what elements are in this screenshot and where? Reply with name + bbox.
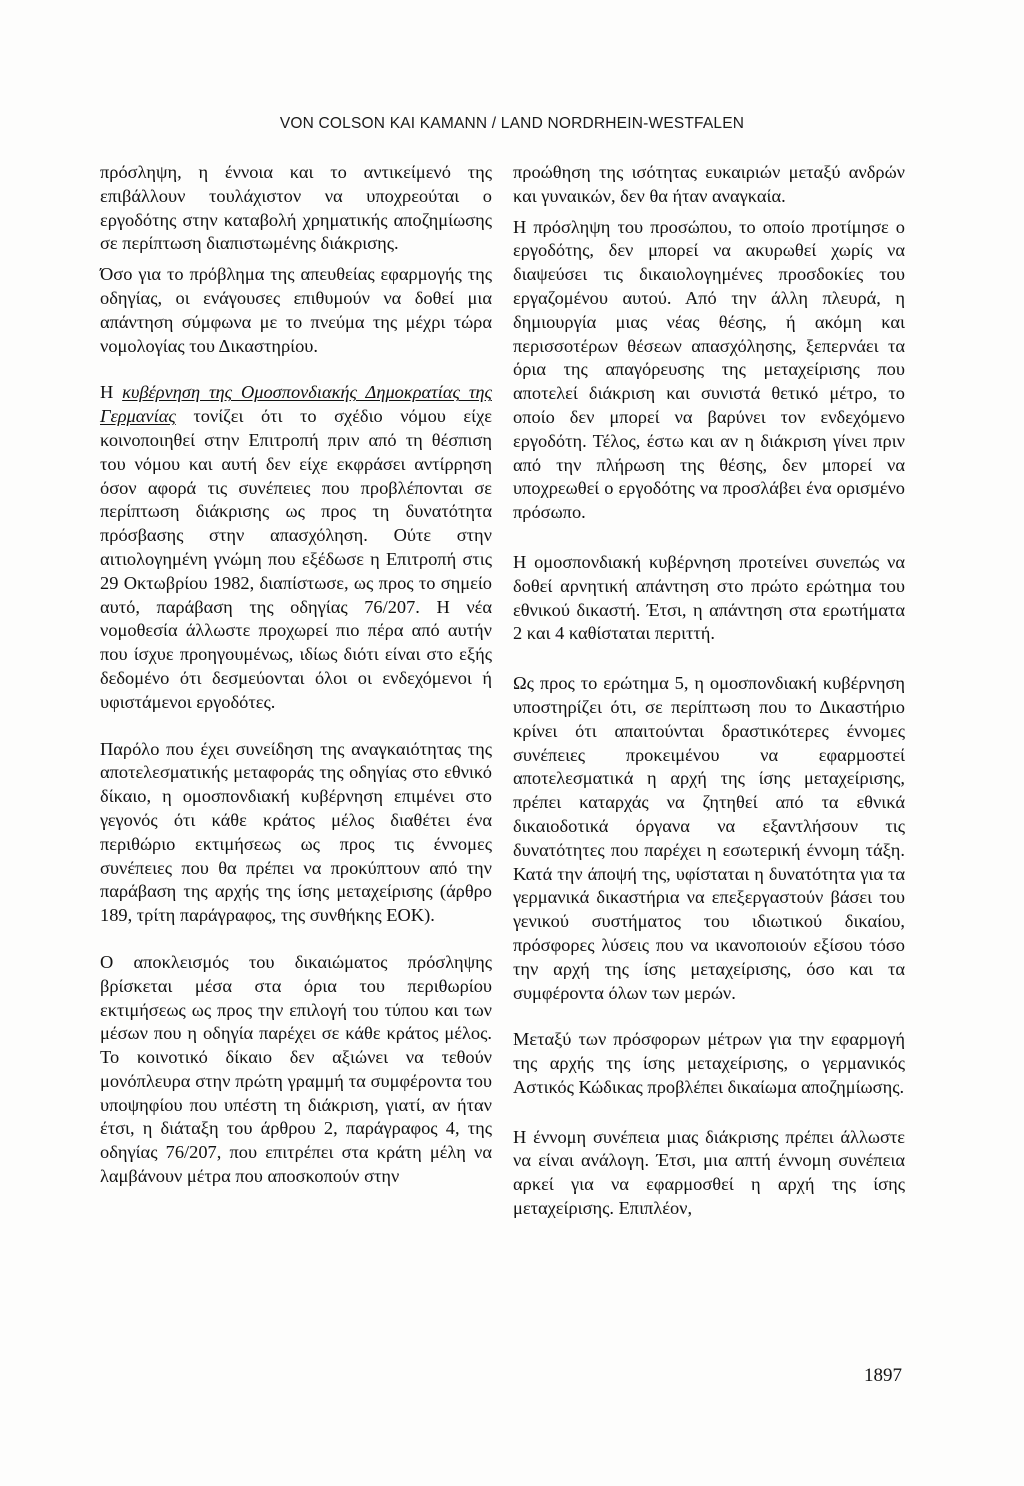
page-number: 1897 (864, 1365, 902, 1386)
running-header: VON COLSON KAI KAMANN / LAND NORDRHEIN-WESTFALEN (279, 115, 745, 132)
left-column (100, 161, 492, 1212)
left-paragraph-2: Όσο για το πρόβλημα της απευθείας εφαρμογής της οδηγίας, οι ενάγουσες επιθυμούν να δοθεί μια απάντηση σύμφωνα με το πνεύμα της μέχρι τώρα νομολογίας του Δικαστηρίου. (100, 264, 492, 356)
right-paragraph-5: Μεταξύ των πρόσφορων μέτρων για την εφαρμογή της αρχής της ίσης μεταχείρισης, ο γερμανικός Αστικός Κώδικας προβλέπει δικαίωμα αποζημίωσης. (513, 1029, 905, 1097)
emphasized-party-name: κυβέρνηση της Ομοσπονδιακής Δημοκρατίας της Γερμανίας (100, 382, 492, 427)
left-paragraph-5: Ο αποκλεισμός του δικαιώματος πρόσληψης βρίσκεται μέσα στα όρια του περιθωρίου εκτιμήσεως ως προς την επιλογή του τύπου και των μέσων που η οδηγία παρέχει σε κάθε κράτος μέλος. Το κοινοτικό δίκαιο δεν αξιώνει να τεθούν μονόπλευρα στην πρώτη γραμμή τα συμφέροντα του υποψηφίου που υπέστη τη διάκριση, γιατί, αν ήταν έτσι, η διάταξη του άρθρου 2, παράγραφος 4, της οδηγίας 76/207, που επιτρέπει στα κράτη μέλη να λαμβάνουν μέτρα που αποσκοπούν στην (100, 951, 492, 1187)
left-paragraph-3 (100, 381, 492, 714)
right-paragraph-6: Η έννομη συνέπεια μιας διάκρισης πρέπει άλλωστε να είναι ανάλογη. Έτσι, μια απτή έννομη συνέπεια αρκεί για να εφαρμοσθεί η αρχή της ίσης μεταχείρισης. Επιπλέον, (513, 1126, 905, 1219)
left-paragraph-4: Παρόλο που έχει συνείδηση της αναγκαιότητας της αποτελεσματικής μεταφοράς της οδηγίας στο εθνικό δίκαιο, η ομοσπονδιακή κυβέρνηση επιμένει στο γεγονός ότι κάθε κράτος μέλος διαθέτει ένα περιθώριο εκτιμήσεως ως προς τις έννομες συνέπειες που θα πρέπει να προκύπτουν από την παράβαση της αρχής της ίσης μεταχείρισης (άρθρο 189, τρίτη παράγραφος, της συνθήκης ΕΟΚ). (100, 738, 492, 926)
left-paragraph-1: πρόσληψη, η έννοια και το αντικείμενό της επιβάλλουν τουλάχιστον να υποχρεούται ο εργοδότης στην καταβολή χρηματικής αποζημίωσης σε περίπτωση διαπιστωμένης διάκρισης. (100, 162, 492, 254)
right-paragraph-4: Ως προς το ερώτημα 5, η ομοσπονδιακή κυβέρνηση υποστηρίζει ότι, σε περίπτωση που το Δικαστήριο κρίνει ότι απαιτούνται δραστικότερες έννομες συνέπειες προκειμένου να εφαρμοστεί αποτελεσματικά η αρχή της ίσης μεταχείρισης, πρέπει καταρχάς να ζητηθεί από τα εθνικά δικαιοδοτικά όργανα να εξαντλήσουν τις δυνατότητες που παρέχει η εσωτερική έννομη τάξη. Κατά την άποψή της, υφίσταται η δυνατότητα για τα γερμανικά δικαστήρια να επεξεργαστούν βάσει του γενικού συστήματος του ιδιωτικού δικαίου, πρόσφορες λύσεις που να ικανοποιούν εξίσου τόσο την αρχή της ίσης μεταχείρισης, όσο και τα συμφέροντα όλων των μερών. (513, 673, 905, 1003)
right-paragraph-3: Η ομοσπονδιακή κυβέρνηση προτείνει συνεπώς να δοθεί αρνητική απάντηση στο πρώτο ερώτημα του εθνικού δικαστή. Έτσι, η απάντηση στα ερωτήματα 2 και 4 καθίσταται περιττή. (513, 551, 905, 644)
right-paragraph-2: Η πρόσληψη του προσώπου, το οποίο προτίμησε ο εργοδότης, δεν μπορεί να ακυρωθεί χωρίς να διαψεύσει τις δικαιολογημένες προσδοκίες του εργαζομένου αυτού. Από την άλλη πλευρά, η δημιουργία μιας νέας θέσης, ή ακόμη και περισσοτέρων θέσεων απασχόλησης, ξεπερνάει τα όρια της απαγόρευσης της μεταχείρισης που αποτελεί διάκριση και συνιστά θετικό μέτρο, το οποίο δεν μπορεί να βαρύνει τον ενδεχόμενο εργοδότη. Τέλος, έστω και αν η διάκριση γίνει πριν από την πλήρωση της θέσης, δεν μπορεί να υποχρεωθεί ο εργοδότης να προσλάβει ένα ορισμένο πρόσωπο. (513, 216, 905, 523)
right-paragraph-1: προώθηση της ισότητας ευκαιριών μεταξύ ανδρών και γυναικών, δεν θα ήταν αναγκαία. (513, 162, 905, 206)
right-column (513, 161, 905, 1244)
paragraph-lead: Η (100, 382, 123, 403)
paragraph-body: τονίζει ότι το σχέδιο νόμου είχε κοινοποιηθεί στην Επιτροπή πριν από τη θέσπιση του νόμου και αυτή δεν είχε εκφράσει αντίρρηση όσον αφορά τις συνέπειες που προβλέπονται σε περίπτωση διάκρισης ως προς τη δυνατότητα πρόσβασης στην απασχόληση. Ούτε στην αιτιολογημένη γνώμη που εξέδωσε η Επιτροπή στις 29 Οκτωβρίου 1982, διαπίστωσε, ως προς το σημείο αυτό, παράβαση της οδηγίας 76/207. Η νέα νομοθεσία άλλωστε προχωρεί πιο πέρα από αυτήν που ίσχυε προηγουμένως, ιδίως διότι είναι στο εξής δεδομένο ότι δεσμεύονται όλοι οι ενδεχόμενοι ή υφιστάμενοι εργοδότες. (100, 406, 492, 712)
